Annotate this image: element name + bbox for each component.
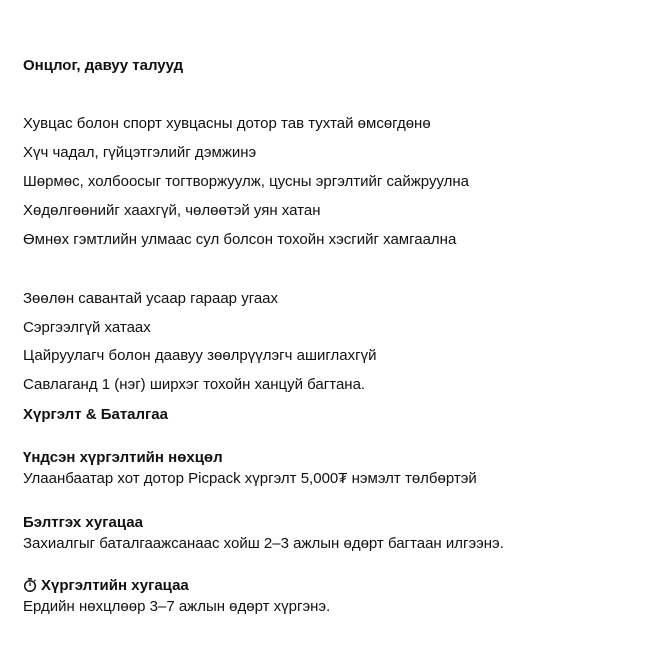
- care-item: Зөөлөн савантай усаар гараар угаах: [23, 290, 279, 307]
- delivery-time-heading-row: [23, 576, 189, 596]
- feature-item: Хүч чадал, гүйцэтгэлийг дэмжинэ: [23, 144, 257, 161]
- feature-item: Хувцас болон спорт хувцасны дотор тав тухтай өмсөгдөнө: [23, 115, 431, 132]
- feature-item: Шөрмөс, холбоосыг тогтворжуулж, цусны эргэлтийг сайжруулна: [23, 173, 470, 190]
- feature-item: Өмнөх гэмтлийн улмаас сул болсон тохойн хэсгийг хамгаална: [23, 231, 457, 248]
- feature-item: Хөдөлгөөнийг хаахгүй, чөлөөтэй уян хатан: [23, 202, 321, 219]
- prep-time-text: Захиалгыг баталгаажсанаас хойш 2–3 ажлын өдөрт багтаан илгээнэ.: [23, 535, 504, 552]
- care-item: Сэргээлгүй хатаах: [23, 319, 151, 336]
- care-item: Савлаганд 1 (нэг) ширхэг тохойн ханцуй багтана.: [23, 376, 366, 393]
- main-delivery-heading: Үндсэн хүргэлтийн нөхцөл: [23, 449, 223, 466]
- delivery-time-heading: Хүргэлтийн хугацаа: [41, 577, 189, 594]
- features-heading: Онцлог, давуу талууд: [23, 57, 184, 74]
- care-item: Цайруулагч болон даавуу зөөлрүүлэгч ашиглахгүй: [23, 347, 377, 364]
- stopwatch-icon: [23, 578, 37, 592]
- delivery-heading: Хүргэлт & Баталгаа: [23, 406, 168, 423]
- delivery-time-text: Ердийн нөхцлөөр 3–7 ажлын өдөрт хүргэнэ.: [23, 598, 331, 615]
- main-delivery-text: Улаанбаатар хот дотор Picpack хүргэлт 5,000₮ нэмэлт төлбөртэй: [23, 470, 477, 487]
- prep-time-heading: Бэлтгэх хугацаа: [23, 514, 143, 531]
